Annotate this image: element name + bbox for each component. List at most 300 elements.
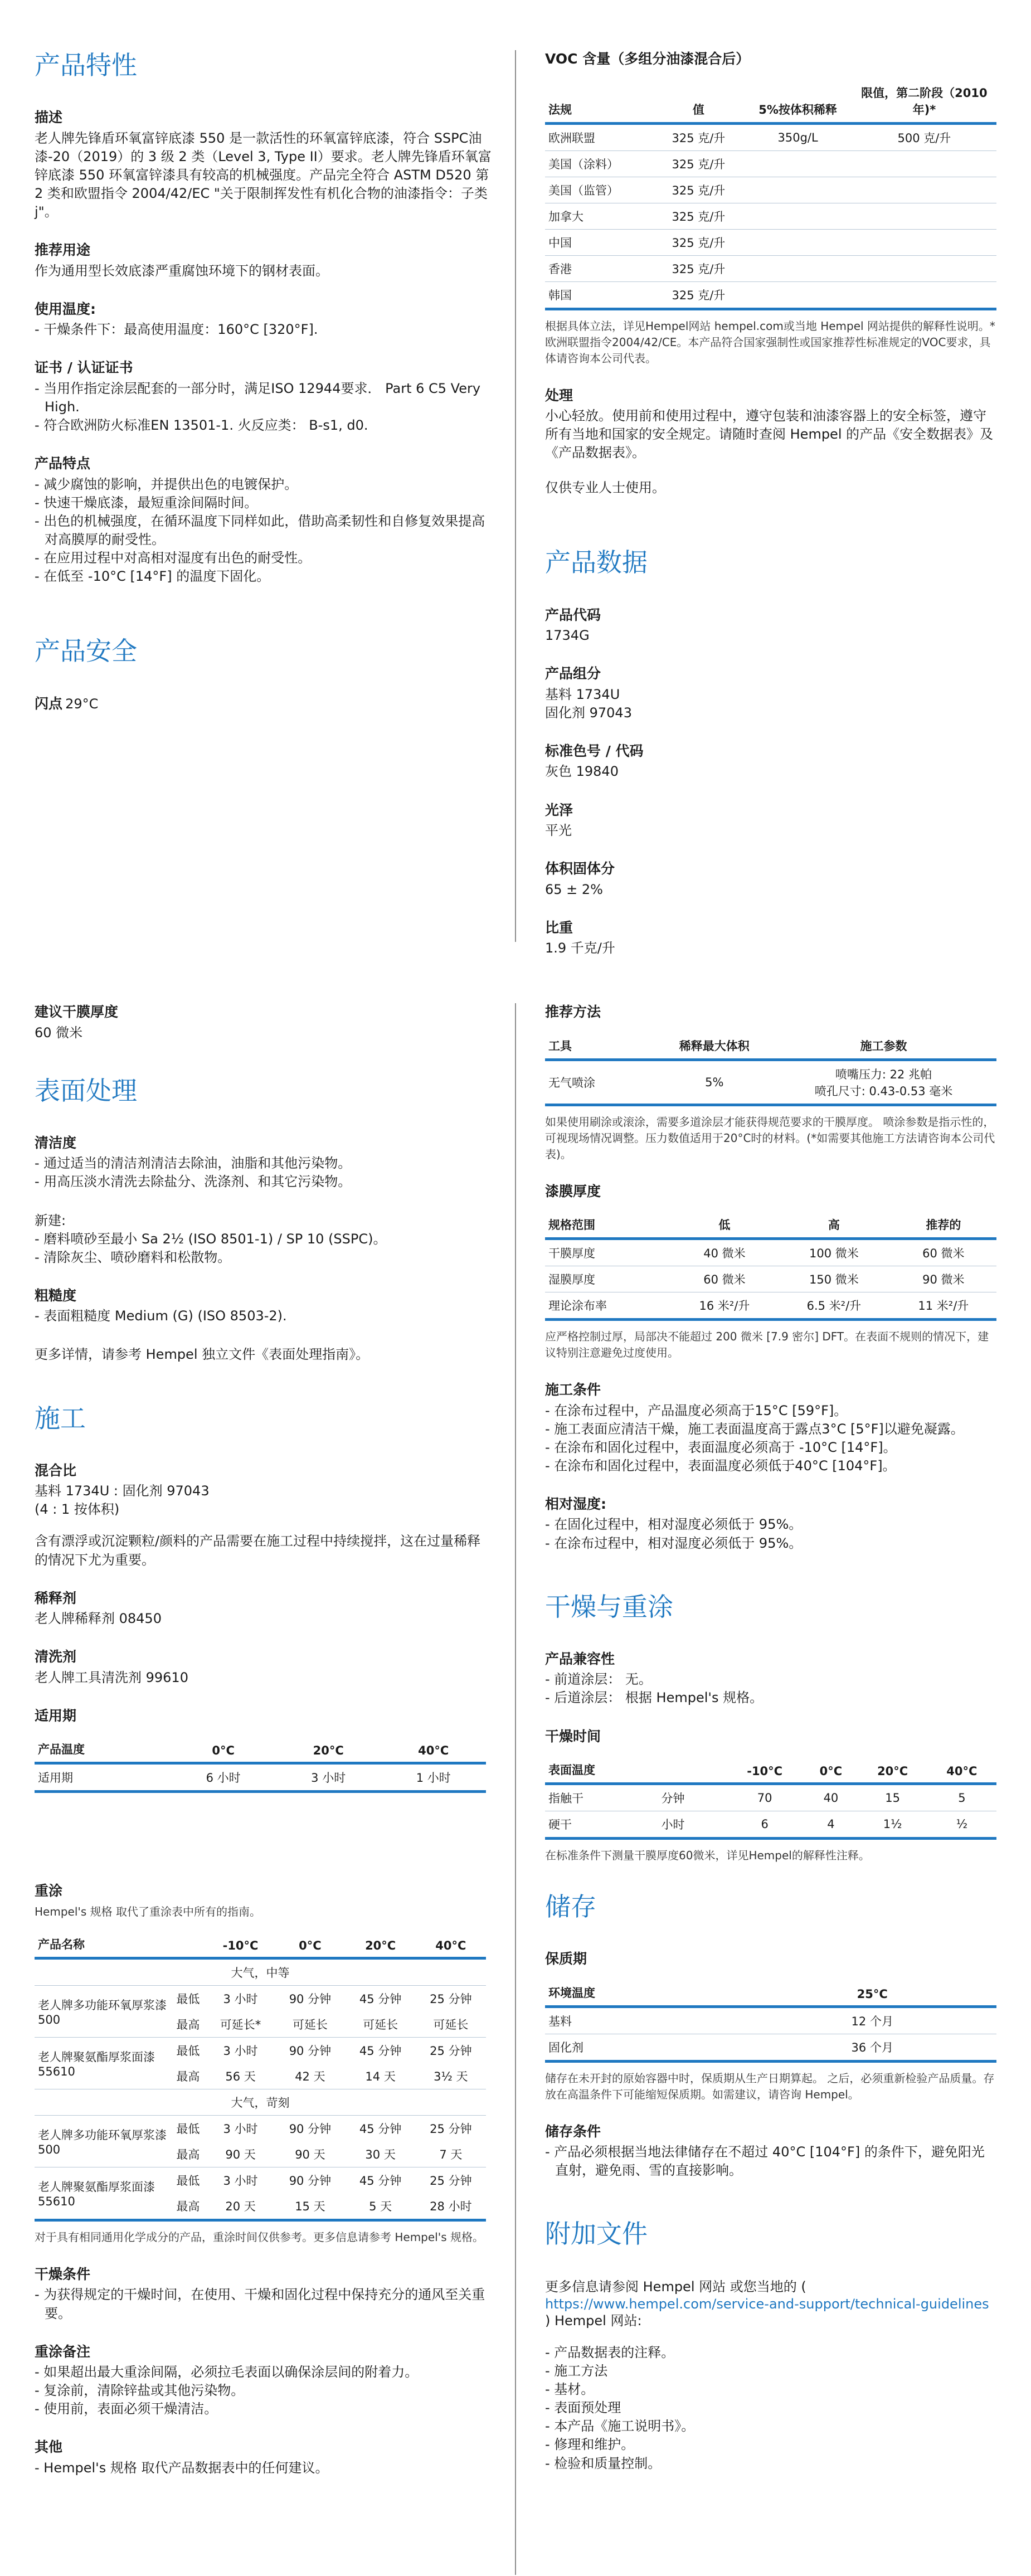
service-temp-block [35,300,492,339]
table-cell [743,177,852,203]
cleanliness-label: 清洁度 [35,1134,77,1151]
other-list [35,2459,492,2477]
column-divider [515,50,516,942]
list-item: - 复涂前，清除锌盐或其他污染物。 [35,2381,492,2400]
list-item: - 施工表面应清洁干燥，施工表面温度高于露点3°C [5°F]以避免凝露。 [545,1420,996,1438]
table-header: 表面温度 [545,1757,658,1784]
table-row [545,203,996,229]
table-cell: 老人牌多功能环氧厚浆漆 500 [35,2115,170,2167]
gloss-label: 光泽 [545,801,573,818]
cleanliness-list [35,1154,492,1191]
table-cell: 100 微米 [777,1239,891,1266]
table-cell: 60 微米 [672,1266,777,1292]
list-item: - Hempel's 规格 取代产品数据表中的任何建议。 [35,2459,492,2477]
method-label: 推荐方法 [545,1004,601,1020]
film-thickness-label: 漆膜厚度 [545,1183,601,1199]
method-note: 如果使用刷涂或滚涂，需要多道涂层才能获得规范要求的干膜厚度。 喷涂参数是指示性的，可视现场情况调整。压力数值适用于20°C时的材料。(*如需要其他施工方法请咨询本公司代表)。 [545,1115,995,1161]
method-param: 喷嘴压力: 22 兆帕 [835,1067,932,1081]
table-cell: 70 [726,1784,804,1811]
table-row [545,281,996,309]
cleanliness-block [35,1134,492,1192]
table-cell: 最低 [176,1992,200,2006]
film-thickness-table [545,1212,996,1321]
list-item: - 快速干燥底漆，最短重涂间隔时间。 [35,494,492,512]
page2-right-column [545,1003,996,2493]
table-header: 规格范围 [545,1212,672,1239]
list-item: - 产品数据表的注释。 [545,2344,996,2362]
table-cell: 7 天 [416,2141,486,2167]
list-item: - 前道涂层： 无。 [545,1670,996,1689]
table-header: 0°C [275,1931,345,1958]
recommended-use-block [35,241,492,280]
description-label: 描述 [35,109,63,126]
pot-life-block [35,1707,492,1794]
drying-time-note: 在标准条件下测量干膜厚度60微米，详见Hempel的解释性注释。 [545,1849,870,1863]
table-cell: 可延长 [416,2011,486,2038]
description-text: 老人牌先锋盾环氧富锌底漆 550 是一款活性的环氧富锌底漆，符合 SSPC油漆-20（2019）的 3 级 2 类（Level 3, Type II）要求。老人牌先锋盾环氧富锌底漆 550 环氧富锌漆具有较高的机械强度。产品完全符合 ASTM D520 第 2 类和欧盟指令 2004/42/EC "关于限制挥发性有机化合物的油漆指令：子类j"。 [35,130,492,220]
list-item: - 表面粗糙度 Medium (G) (ISO 8503-2). [35,1307,492,1325]
application-conditions-block [545,1381,996,1475]
roughness-block [35,1287,492,1326]
table-row [545,1239,996,1266]
table-cell: 350g/L [743,123,852,150]
table-header: 工具 [545,1033,658,1060]
table-cell: 老人牌聚氨酯厚浆面漆 55610 [35,2167,170,2220]
table-cell: 韩国 [545,281,653,309]
table-header-row [545,1212,996,1239]
table-cell: 25 分钟 [430,2044,472,2058]
table-cell: 中国 [545,229,653,255]
table-cell: 3 小时 [223,2122,258,2136]
table-cell: 加拿大 [545,203,653,229]
table-header: 25°C [748,1980,997,2007]
table-header: 5%按体积稀释 [743,80,852,124]
table-header: -10°C [206,1931,275,1958]
table-cell: 25 分钟 [430,2174,472,2188]
column-divider [515,1003,516,2575]
list-item: - 本产品《施工说明书》。 [545,2417,996,2436]
list-item: - 在涂布过程中，相对湿度必须低于 95%。 [545,1534,996,1553]
table-cell: 45 分钟 [359,2044,402,2058]
table-cell: 90 分钟 [289,1992,332,2006]
application-conditions-list [545,1402,996,1475]
table-cell: 150 微米 [777,1266,891,1292]
table-cell [852,281,996,309]
list-item: - 检验和质量控制。 [545,2455,996,2473]
list-item: - 磨料喷砂至最小 Sa 2½ (ISO 8501-1) / SP 10 (SSPC)。 [35,1230,492,1248]
list-item: - 在低至 -10°C [14°F] 的温度下固化。 [35,567,492,586]
table-cell: 香港 [545,255,653,281]
humidity-list [545,1515,996,1552]
table-header-row [545,1033,996,1060]
certificates-block [35,359,492,435]
page1-left-column [35,50,492,733]
table-cell: 325 克/升 [653,281,743,309]
table-cell: 90 分钟 [289,2122,332,2136]
table-header [658,1757,726,1784]
section-title-storage: 储存 [545,1892,596,1922]
table-cell: 6 [726,1811,804,1839]
table-header: 产品温度 [35,1736,171,1763]
table-row [35,1985,486,2011]
table-cell: 1 小时 [381,1763,486,1792]
table-header: 推荐的 [891,1212,996,1239]
recoat-label: 重涂 [35,1883,63,1899]
table-cell: 45 分钟 [359,2174,402,2188]
table-cell: 最低 [176,2122,200,2136]
table-row [35,1958,486,1985]
table-cell: 11 米²/升 [891,1292,996,1320]
table-header: 高 [777,1212,891,1239]
table-cell [743,150,852,177]
table-cell: 干膜厚度 [545,1239,672,1266]
table-cell: 325 克/升 [653,229,743,255]
table-cell: 最低 [176,2174,200,2188]
list-item: - 在应用过程中对高相对湿度有出色的耐受性。 [35,549,492,567]
docs-intro: 更多信息请参阅 Hempel 网站 或您当地的 ( [545,2278,806,2295]
table-cell: 3 小时 [223,2044,258,2058]
volume-solids-value: 65 ± 2% [545,881,603,897]
drying-time-label: 干燥时间 [545,1728,601,1744]
table-header-row [545,80,996,124]
flash-point-label: 闪点 [35,695,63,712]
table-cell: 15 [858,1784,927,1811]
recommended-use-text: 作为通用型长效底漆严重腐蚀环境下的钢材表面。 [35,263,329,279]
recoat-intro: Hempel's 规格 取代了重涂表中所有的指南。 [35,1904,261,1918]
handling-text: 小心轻放。使用前和使用过程中，遵守包装和油漆容器上的安全标签，遵守所有当地和国家的安全规定。请随时查阅 Hempel 的产品《安全数据表》及《产品数据表》。 [545,408,994,461]
product-group-value: 固化剂 97043 [545,704,632,721]
table-row [545,255,996,281]
shelf-life-note: 储存在未开封的原始容器中时，保质期从生产日期算起。 之后，必须重新检验产品质量。存放在高温条件下可能缩短保质期。如需建议，请咨询 Hempel。 [545,2071,995,2101]
volume-solids-block [545,860,996,899]
table-cell: 最高 [170,2063,206,2089]
table-cell [852,177,996,203]
table-cell: 5 [927,1784,996,1811]
mix-ratio-label: 混合比 [35,1462,77,1479]
table-cell: 4 [804,1811,858,1839]
mix-ratio-block [35,1462,492,1569]
recoat-note: 对于具有相同通用化学成分的产品，重涂时间仅供参考。更多信息请参考 Hempel's 规格。 [35,2230,484,2244]
table-cell [743,229,852,255]
table-cell: 40 微米 [672,1239,777,1266]
drying-conditions-label: 干燥条件 [35,2266,91,2282]
table-header: 法规 [545,80,653,124]
table-row [35,1763,486,1792]
professional-use-text: 仅供专业人士使用。 [545,480,665,496]
method-table [545,1033,996,1106]
table-cell: 1½ [858,1811,927,1839]
voc-label: VOC 含量（多组分油漆混合后） [545,51,750,67]
table-cell: 美国（监管） [545,177,653,203]
table-cell [852,150,996,177]
table-header: 0°C [171,1736,276,1763]
mix-ratio-detail: (4 : 1 按体积) [35,1501,120,1518]
table-row [35,2037,486,2063]
table-row [545,123,996,150]
list-item: - 如果超出最大重涂间隔，必须拉毛表面以确保涂层间的附着力。 [35,2363,492,2381]
table-cell: 可延长 [346,2011,416,2038]
table-header: 值 [653,80,743,124]
list-item: - 施工方法 [545,2362,996,2380]
film-thickness-block [545,1183,996,1362]
dft-label: 建议干膜厚度 [35,1004,119,1020]
section-title-drying: 干燥与重涂 [545,1591,673,1622]
table-cell: 90 天 [206,2141,275,2167]
table-cell: 14 天 [346,2063,416,2089]
table-row [545,1266,996,1292]
method-block [545,1003,996,1163]
recoat-block [35,1882,492,2246]
table-header-row [35,1931,486,1958]
shelf-life-block [545,1950,996,2103]
table-cell [743,203,852,229]
table-cell: 60 微米 [891,1239,996,1266]
docs-block [545,2278,996,2473]
list-item: - 在涂布和固化过程中，表面温度必须高于 -10°C [14°F]。 [545,1438,996,1457]
table-cell: 16 米²/升 [672,1292,777,1320]
new-build-label: 新建: [35,1212,66,1228]
description-block [35,109,492,221]
table-cell: 3 小时 [276,1763,381,1792]
humidity-block [545,1495,996,1553]
section-title-safety: 产品安全 [35,636,137,667]
storage-conditions-label: 储存条件 [545,2123,601,2140]
thinner-label: 稀释剂 [35,1590,77,1606]
table-header: 施工参数 [771,1033,996,1060]
table-row [545,177,996,203]
table-row [35,2115,486,2141]
table-header: 20°C [346,1931,416,1958]
table-cell: 5% [658,1059,771,1105]
flash-point-value: 29°C [65,696,99,712]
section-title-docs: 附加文件 [545,2219,648,2249]
section-title-product-data: 产品数据 [545,547,648,578]
table-cell [852,255,996,281]
table-cell: 42 天 [275,2063,345,2089]
table-header: 20°C [276,1736,381,1763]
dft-block [35,1003,492,1042]
list-item: - 为获得规定的干燥时间，在使用、干燥和固化过程中保持充分的通风至关重要。 [35,2286,492,2322]
table-cell: 12 个月 [748,2006,997,2034]
product-code-value: 1734G [545,628,590,644]
table-cell: 325 克/升 [653,203,743,229]
table-header: 40°C [927,1757,996,1784]
thinner-block [35,1590,492,1629]
thinner-value: 老人牌稀释剂 08450 [35,1611,162,1627]
table-cell: 500 克/升 [852,123,996,150]
table-cell: 6.5 米²/升 [777,1292,891,1320]
list-item: - 符合欧洲防火标准EN 13501-1. 火反应类： B-s1, d0. [35,416,492,435]
list-item: - 干燥条件下：最高使用温度：160°C [320°F]. [35,320,492,339]
table-cell: 90 分钟 [289,2174,332,2188]
table-header: 限值，第二阶段（2010年)* [852,80,996,124]
table-cell: 理论涂布率 [545,1292,672,1320]
table-cell: 固化剂 [545,2034,748,2061]
table-cell: 3 小时 [223,2174,258,2188]
table-cell: 20 天 [206,2193,275,2220]
page-2 [0,975,1031,2576]
table-cell: 最高 [170,2141,206,2167]
table-cell: 36 个月 [748,2034,997,2061]
table-cell: 分钟 [658,1784,726,1811]
table-cell: 28 小时 [416,2193,486,2220]
table-row [35,2089,486,2115]
other-block [35,2438,492,2477]
table-row [545,1292,996,1320]
table-row [545,150,996,177]
table-cell: 硬干 [545,1811,658,1839]
table-cell [852,203,996,229]
application-conditions-label: 施工条件 [545,1382,601,1398]
table-cell: 3½ 天 [416,2063,486,2089]
volume-solids-label: 体积固体分 [545,861,615,877]
cleaner-label: 清洗剂 [35,1649,77,1665]
table-header-row [35,1736,486,1763]
list-item: - 在涂布过程中，产品温度必须高于15°C [59°F]。 [545,1402,996,1420]
list-item: - 在涂布和固化过程中，表面温度必须低于40°C [104°F]。 [545,1457,996,1475]
service-temp-label: 使用温度: [35,300,96,317]
list-item: - 通过适当的清洁剂清洁去除油，油脂和其他污染物。 [35,1154,492,1173]
features-list [35,475,492,586]
recoat-env-heading: 大气，苛刻 [35,2089,486,2115]
dft-value: 60 微米 [35,1024,83,1041]
storage-conditions-block [545,2123,996,2180]
product-code-label: 产品代码 [545,606,601,623]
table-cell [743,255,852,281]
humidity-label: 相对湿度: [545,1495,606,1512]
roughness-label: 粗糙度 [35,1287,77,1304]
mix-ratio-value: 基料 1734U : 固化剂 97043 [35,1483,210,1499]
mix-note: 含有漂浮或沉淀颗粒/颜料的产品需要在施工过程中持续搅拌，这在过量稀释的情况下尤为重要。 [35,1533,481,1568]
table-header: 稀释最大体积 [658,1033,771,1060]
table-cell: 25 分钟 [430,2122,472,2136]
table-cell: 90 分钟 [289,2044,332,2058]
compatibility-label: 产品兼容性 [545,1650,615,1667]
voc-note: 根据具体立法，详见Hempel网站 hempel.com或当地 Hempel 网站提供的解释性说明。*欧洲联盟指令2004/42/CE。本产品符合国家强制性或国家推荐性标准规定的VOC要求，具体请咨询本公司代表。 [545,319,995,365]
drying-conditions-list [35,2286,492,2322]
table-cell: 30 天 [346,2141,416,2167]
drying-time-table [545,1757,996,1840]
table-header: 0°C [804,1757,858,1784]
voc-table [545,80,996,310]
list-item: - 使用前，表面必须干燥清洁。 [35,2400,492,2418]
table-header [170,1931,206,1958]
service-temp-list [35,320,492,339]
technical-guidelines-link[interactable]: https://www.hempel.com/service-and-support/technical-guidelines [545,2296,989,2312]
cleaner-value: 老人牌工具清洗剂 99610 [35,1669,188,1685]
specific-gravity-label: 比重 [545,919,573,936]
list-item: - 表面预处理 [545,2399,996,2417]
drying-time-block [545,1728,996,1864]
table-cell: 欧洲联盟 [545,123,653,150]
table-cell: 可延长 [275,2011,345,2038]
product-group-block [545,665,996,722]
new-build-list [35,1230,492,1267]
table-header-row [545,1980,996,2007]
features-block [35,455,492,586]
list-item: - 减少腐蚀的影响，并提供出色的电镀保护。 [35,475,492,494]
table-cell: 指触干 [545,1784,658,1811]
list-item: - 产品必须根据当地法律储存在不超过 40°C [104°F] 的条件下，避免阳光直射，避免雨、雪的直接影响。 [545,2143,996,2180]
certificates-list [35,380,492,435]
table-header: 20°C [858,1757,927,1784]
table-cell: 325 克/升 [653,150,743,177]
product-group-value: 基料 1734U [545,686,620,702]
list-item: - 当用作指定涂层配套的一部分时，满足ISO 12944要求． Part 6 C5 Very High. [35,380,492,416]
table-cell: 6 小时 [171,1763,276,1792]
table-row [545,1811,996,1839]
roughness-list [35,1307,492,1325]
table-cell [771,1059,996,1105]
handling-label: 处理 [545,387,573,404]
table-cell: 45 分钟 [359,2122,402,2136]
pot-life-label: 适用期 [35,1707,77,1724]
gloss-value: 平光 [545,823,572,839]
storage-conditions-list [545,2143,996,2180]
gloss-block [545,801,996,840]
table-cell: 可延长* [206,2011,275,2038]
section-title-properties: 产品特性 [35,50,137,80]
table-cell: 适用期 [35,1763,171,1792]
film-thickness-note: 应严格控制过厚，局部决不能超过 200 微米 [7.9 密尔] DFT。在表面不规则的情况下，建议特别注意避免过度使用。 [545,1330,989,1359]
table-row [545,229,996,255]
product-group-label: 产品组分 [545,665,601,682]
color-value: 灰色 19840 [545,764,619,780]
other-label: 其他 [35,2439,63,2456]
recoat-table [35,1931,486,2222]
recommended-use-label: 推荐用途 [35,242,91,259]
voc-block [545,50,996,367]
table-cell: 3 小时 [223,1992,258,2006]
table-cell [743,281,852,309]
table-cell [852,229,996,255]
specific-gravity-value: 1.9 千克/升 [545,940,615,956]
table-cell: 美国（涂料） [545,150,653,177]
table-cell: 无气喷涂 [545,1059,658,1105]
table-cell: ½ [927,1811,996,1839]
table-cell: 基料 [545,2006,748,2034]
recoat-remarks-list [35,2363,492,2418]
flash-point-block [35,695,492,713]
specific-gravity-block [545,919,996,958]
list-item: - 基材。 [545,2380,996,2399]
shelf-life-table [545,1980,996,2063]
list-item: - 后道涂层： 根据 Hempel's 规格。 [545,1689,996,1707]
recoat-remarks-label: 重涂备注 [35,2343,91,2360]
section-title-surface: 表面处理 [35,1075,137,1106]
method-param: 喷孔尺寸: 0.43-0.53 毫米 [814,1084,953,1098]
drying-conditions-block [35,2266,492,2323]
product-code-block [545,606,996,645]
table-row [545,1784,996,1811]
recoat-remarks-block [35,2343,492,2419]
features-label: 产品特点 [35,455,91,472]
compatibility-block [545,1650,996,1708]
table-header: -10°C [726,1757,804,1784]
table-cell: 90 微米 [891,1266,996,1292]
list-item: - 清除灰尘、喷砂磨料和松散物。 [35,1248,492,1267]
handling-block [545,387,996,498]
list-item: - 在固化过程中，相对湿度必须低于 95%。 [545,1515,996,1534]
docs-list [545,2344,996,2473]
table-header: 低 [672,1212,777,1239]
new-build-block [35,1212,492,1267]
table-cell: 325 克/升 [653,123,743,150]
table-cell: 325 克/升 [653,255,743,281]
table-cell: 老人牌聚氨酯厚浆面漆 55610 [35,2037,170,2089]
page1-right-column [545,50,996,978]
section-title-application: 施工 [35,1403,86,1433]
